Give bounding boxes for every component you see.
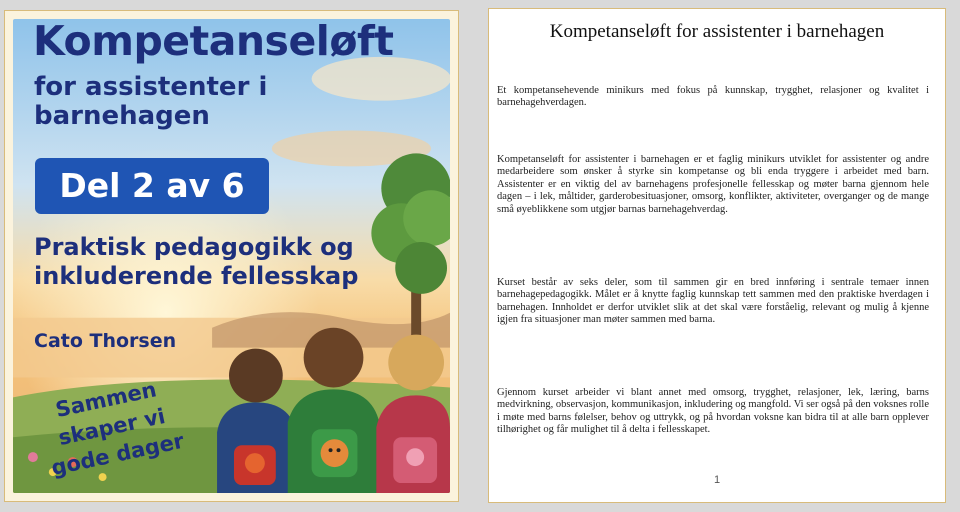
body-paragraph-3: Gjennom kurset arbeider vi blant annet med omsorg, trygghet, relasjoner, lek, læring, barns medvirkning, observasjon, kommunikasjon, inkludering og mangfold. Vi ser også på den voksnes rolle i møte med barns følelser, behov og uttrykk, og på hvordan voksne kan bidra til at alle barn opplever tilhørighet og får mulighet til å delta i fellesskapet. [497, 387, 929, 436]
cover-subtitle: for assistenter i barnehagen [34, 72, 268, 132]
cover-slogan: Sammen skaper vi gode dager [49, 377, 187, 481]
part-title: Praktisk pedagogikk og inkluderende fellesskap [34, 233, 359, 290]
author-name: Cato Thorsen [34, 330, 177, 352]
intro-paragraph: Et kompetansehevende minikurs med fokus på kunnskap, trygghet, relasjoner og kvalitet i barnehagehverdagen. [497, 85, 929, 109]
book-cover [4, 10, 459, 502]
page-title: Kompetanseløft for assistenter i barnehagen [549, 21, 885, 42]
cover-title: Kompetanseløft [33, 17, 394, 65]
document-page [488, 8, 946, 503]
body-paragraph-1: Kompetanseløft for assistenter i barnehagen er et faglig minikurs utviklet for assistenter og andre medarbeidere som ønsker å styrke sin kompetanse og bli enda tryggere i arbeidet med barn. Assistenter er en viktig del av barnehagens profesjonelle fellesskap og møter barna gjennom hele dagen – i lek, måltider, garderobesituasjoner, omsorg, konflikter, aktiviteter, overganger og de mange små øyeblikkene som utgjør barnas barnehagehverdag. [497, 154, 929, 215]
page-number: 1 [713, 474, 721, 486]
body-paragraph-2: Kurset består av seks deler, som til sammen gir en bred innføring i sentrale temaer innen barnehagepedagogikk. Målet er å knytte faglig kunnskap tett sammen med den praktiske hverdagen i barnehagen. Innholdet er derfor utviklet slik at det skal være forståelig, relevant og mulig å kjenne igjen fra situasjoner man møter sammen med barna. [497, 277, 929, 326]
part-badge: Del 2 av 6 [35, 158, 269, 214]
